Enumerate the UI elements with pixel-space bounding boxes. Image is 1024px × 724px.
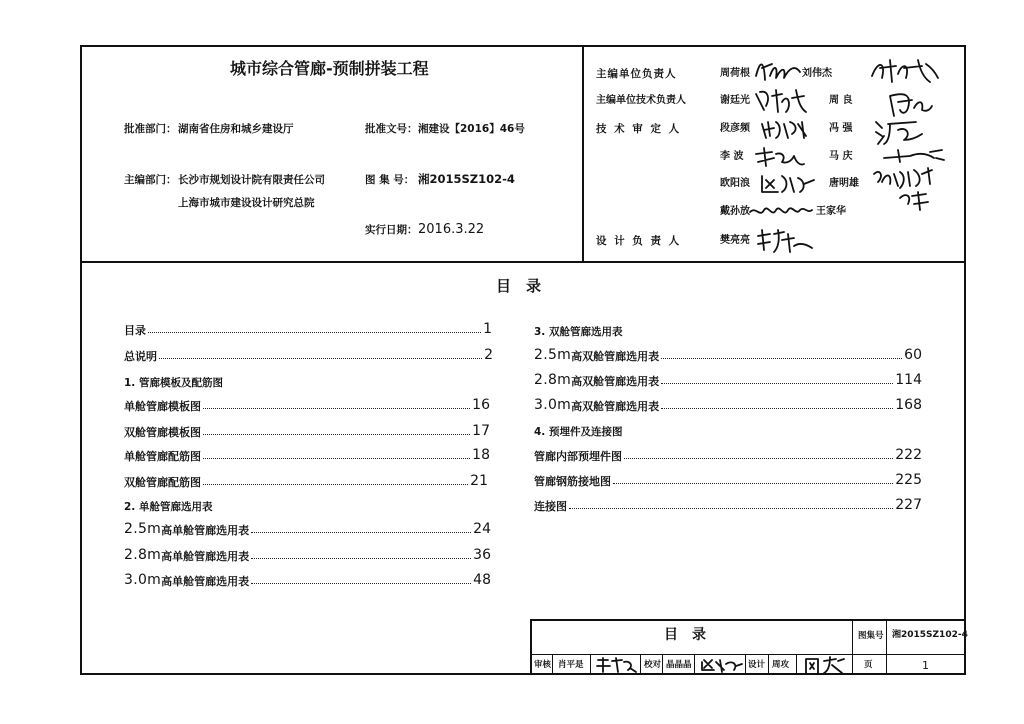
person-name: 谢廷光 — [720, 95, 750, 106]
check-label: 校对 — [644, 660, 662, 670]
toc-entry-mulu[interactable] — [124, 322, 492, 336]
toc-height-prefix: 2.8m — [124, 547, 162, 563]
title-block-divider — [768, 654, 769, 675]
person-name: 樊亮亮 — [720, 235, 750, 246]
leader-dots — [661, 408, 893, 409]
toc-height-prefix: 2.8m — [534, 372, 572, 388]
toc-entry-label: 单舱管廊配筋图 — [124, 450, 201, 463]
toc-section-heading: 1. 管廊模板及配筋图 — [124, 377, 223, 389]
audit-label: 审核 — [534, 660, 552, 670]
toc-page-number: 114 — [895, 372, 922, 388]
impl-date: 2016.3.22 — [418, 222, 485, 237]
check-name: 晶晶晶 — [666, 660, 692, 670]
toc-page-number: 17 — [472, 423, 490, 439]
leader-dots — [251, 558, 471, 559]
person-name: 欧阳浪 — [720, 178, 750, 189]
leader-dots — [203, 408, 470, 409]
person-name: 唐明雄 — [829, 178, 859, 189]
toc-entry[interactable] — [124, 474, 488, 488]
leader-dots — [661, 358, 902, 359]
toc-entry-label: 双舱管廊模板图 — [124, 426, 201, 439]
title-block-divider — [852, 619, 853, 675]
design-name: 周攻 — [772, 660, 790, 670]
toc-height-prefix: 3.0m — [534, 397, 572, 413]
toc-entry-label: 高单舱管廊选用表 — [161, 575, 250, 588]
toc-entry-label: 单舱管廊模板图 — [124, 400, 201, 413]
toc-title: 目 录 — [496, 277, 542, 295]
toc-entry[interactable] — [534, 473, 922, 487]
signature-mark — [758, 170, 816, 198]
toc-entry-zongshuoming[interactable] — [124, 348, 493, 362]
toc-entry[interactable] — [124, 522, 491, 536]
toc-height-prefix: 2.5m — [534, 347, 572, 363]
leader-dots — [148, 332, 481, 333]
editor-dept-2: 上海市城市建设设计研究总院 — [178, 197, 315, 209]
toc-entry-label: 高双舱管廊选用表 — [571, 375, 660, 388]
signature-mark — [594, 656, 638, 674]
person-name: 马 庆 — [829, 151, 853, 162]
toc-page-number: 21 — [470, 473, 488, 489]
signature-mark — [868, 54, 942, 88]
toc-entry[interactable] — [124, 424, 490, 438]
page-label: 页 — [864, 660, 873, 670]
toc-page-number: 2 — [484, 347, 493, 363]
person-name: 王家华 — [816, 206, 846, 217]
toc-entry-label: 高双舱管廊选用表 — [571, 350, 660, 363]
project-title: 城市综合管廊-预制拼装工程 — [230, 59, 429, 78]
header-divider — [80, 261, 966, 263]
title-block-divider — [694, 654, 695, 675]
title-block-mid — [530, 654, 966, 655]
toc-entry[interactable] — [124, 448, 490, 462]
toc-entry-label: 连接图 — [534, 500, 567, 513]
leader-dots — [251, 532, 471, 533]
signature-mark — [752, 56, 804, 86]
leader-dots — [203, 484, 468, 485]
signature-mark — [870, 164, 944, 212]
title-block-divider — [796, 654, 797, 675]
signature-mark — [752, 86, 808, 116]
design-label: 设计 — [748, 660, 766, 670]
toc-page-number: 168 — [895, 397, 922, 413]
toc-section-heading: 3. 双舱管廊选用表 — [534, 326, 623, 338]
leader-dots — [569, 508, 893, 509]
toc-page-number: 18 — [472, 447, 490, 463]
person-name: 段彦频 — [720, 123, 750, 134]
person-name: 李 波 — [720, 151, 744, 162]
signature-mark — [872, 116, 926, 146]
toc-page-number: 227 — [895, 497, 922, 513]
person-name: 周 良 — [829, 95, 853, 106]
toc-entry[interactable] — [124, 573, 491, 587]
toc-page-number: 225 — [895, 472, 922, 488]
audit-name: 肖平是 — [558, 660, 584, 670]
signature-mark — [880, 146, 946, 166]
leader-dots — [661, 383, 893, 384]
title-block-left — [530, 619, 532, 675]
toc-section-heading: 2. 单舱管廊选用表 — [124, 501, 213, 513]
leader-dots — [251, 583, 471, 584]
toc-page-number: 48 — [473, 572, 491, 588]
signature-mark — [752, 144, 808, 172]
signature-mark — [802, 655, 848, 675]
title-block-divider — [745, 654, 746, 675]
leader-dots — [203, 434, 470, 435]
page-number: 1 — [922, 659, 929, 672]
atlas-label: 图 集 号： — [365, 174, 415, 186]
toc-entry-label: 目录 — [124, 324, 146, 337]
toc-entry-label: 管廊钢筋接地图 — [534, 475, 611, 488]
toc-page-number: 24 — [473, 521, 491, 537]
toc-entry-label: 管廊内部预埋件图 — [534, 450, 622, 463]
approve-doc: 湘建设【2016】46号 — [418, 123, 525, 135]
toc-entry[interactable] — [534, 448, 922, 462]
toc-page-number: 1 — [483, 321, 492, 337]
impl-date-label: 实行日期： — [365, 224, 418, 236]
signature-mark — [884, 86, 936, 120]
toc-height-prefix: 3.0m — [124, 572, 162, 588]
approve-doc-label: 批准文号： — [365, 123, 418, 135]
signature-mark — [758, 116, 814, 142]
person-name: 冯 强 — [829, 123, 853, 134]
toc-entry[interactable] — [534, 348, 922, 362]
toc-page-number: 36 — [473, 547, 491, 563]
title-block-atlas-label: 图集号 — [858, 631, 884, 641]
toc-entry[interactable] — [124, 398, 490, 412]
signature-mark — [746, 198, 816, 224]
toc-section-heading: 4. 预埋件及连接图 — [534, 426, 623, 438]
header-column-divider — [582, 45, 584, 261]
leader-dots — [159, 358, 482, 359]
toc-entry-label: 双舱管廊配筋图 — [124, 476, 201, 489]
editor-dept-label: 主编部门： — [124, 174, 177, 186]
title-block-divider — [662, 654, 663, 675]
toc-entry[interactable] — [534, 398, 922, 412]
editor-dept-1: 长沙市规划设计院有限责任公司 — [178, 174, 325, 186]
title-block-title: 目 录 — [664, 627, 706, 643]
title-block-divider — [640, 654, 641, 675]
toc-page-number: 16 — [472, 397, 490, 413]
leader-dots — [613, 483, 893, 484]
approve-dept: 湖南省住房和城乡建设厅 — [178, 123, 294, 135]
person-name: 周荷根 — [720, 68, 750, 79]
atlas-number: 湘2015SZ102-4 — [418, 172, 515, 186]
toc-entry[interactable] — [534, 373, 922, 387]
signature-mark — [754, 226, 816, 256]
toc-page-number: 222 — [895, 447, 922, 463]
toc-height-prefix: 2.5m — [124, 521, 162, 537]
toc-entry[interactable] — [124, 548, 491, 562]
toc-entry-label: 高单舱管廊选用表 — [161, 550, 250, 563]
role-design-lead: 设 计 负 责 人 — [596, 235, 682, 247]
leader-dots — [624, 458, 893, 459]
approve-dept-label: 批准部门： — [124, 123, 177, 135]
toc-entry-label: 总说明 — [124, 350, 157, 363]
title-block-top — [530, 619, 966, 621]
title-block-divider — [552, 654, 553, 675]
role-chief-unit: 主编单位负责人 — [596, 68, 677, 80]
toc-entry[interactable] — [534, 498, 922, 512]
title-block-atlas-number: 湘2015SZ102-4 — [892, 630, 968, 640]
title-block-divider — [590, 654, 591, 675]
toc-page-number: 60 — [904, 347, 922, 363]
person-name: 戴孙放 — [720, 206, 750, 217]
person-name: 刘伟杰 — [802, 68, 832, 79]
title-block-divider — [886, 619, 887, 675]
leader-dots — [203, 458, 470, 459]
toc-entry-label: 高单舱管廊选用表 — [161, 524, 250, 537]
role-tech-review: 技 术 审 定 人 — [596, 123, 682, 135]
role-chief-tech: 主编单位技术负责人 — [596, 95, 686, 106]
signature-mark — [698, 656, 744, 674]
toc-entry-label: 高双舱管廊选用表 — [571, 400, 660, 413]
